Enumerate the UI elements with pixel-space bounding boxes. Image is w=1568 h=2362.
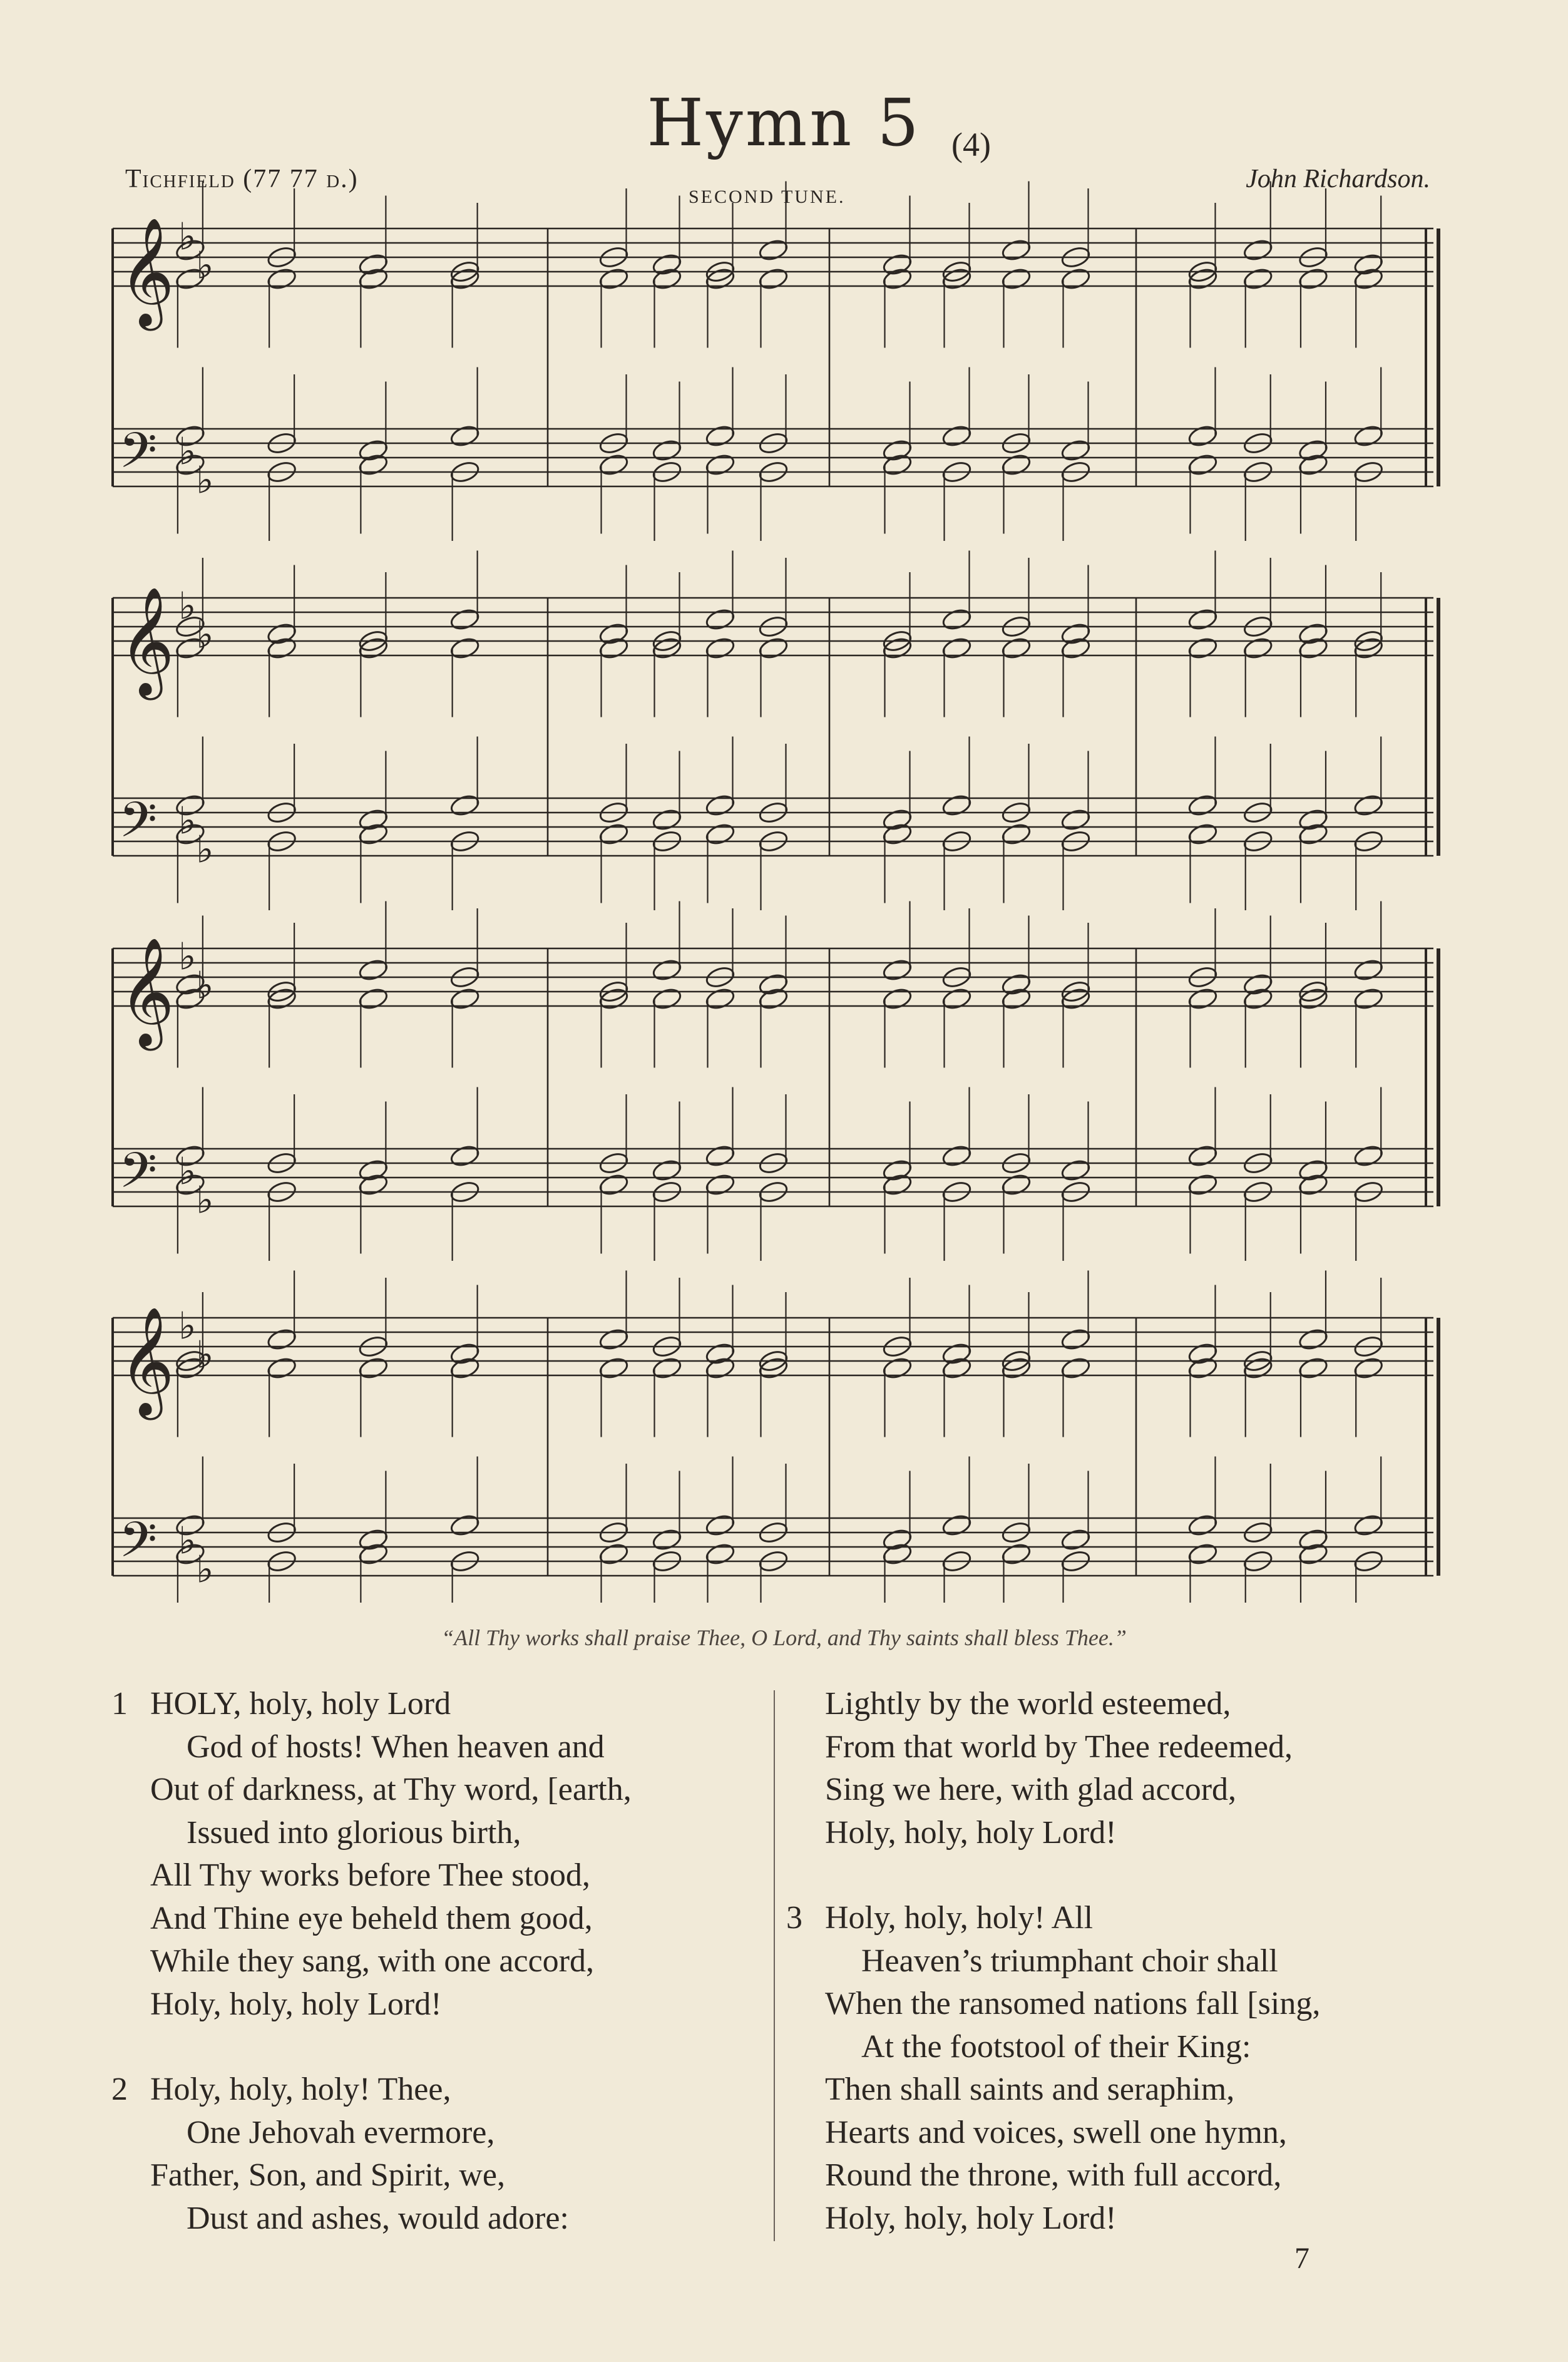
note-head — [1187, 1173, 1218, 1197]
bass-clef-icon: 𝄢 — [119, 423, 158, 491]
note-head — [357, 808, 389, 832]
note-head — [1298, 636, 1329, 660]
note-head — [357, 453, 389, 477]
note-head — [1243, 636, 1274, 660]
note-head — [449, 987, 481, 1011]
note-head — [1000, 267, 1032, 291]
note-head — [881, 1542, 913, 1566]
note-head — [757, 636, 789, 660]
note-head — [598, 267, 629, 291]
note-head — [1187, 1342, 1218, 1366]
page-number: 7 — [1294, 2242, 1309, 2275]
verse-line: God of hosts! When heaven and — [187, 1728, 605, 1765]
note-head — [881, 1173, 913, 1197]
flat-icon: ♭ — [196, 1179, 214, 1221]
verse-line: Father, Son, and Spirit, we, — [150, 2157, 505, 2193]
bass-clef-icon: 𝄢 — [119, 1142, 158, 1211]
note-head — [266, 1356, 297, 1380]
note-head — [1187, 1513, 1218, 1538]
hymn-title: Hymn 5 — [647, 85, 921, 161]
note-head — [651, 1528, 682, 1552]
note-head — [1298, 453, 1329, 477]
note-head — [881, 958, 913, 982]
flat-icon: ♭ — [178, 216, 197, 258]
note-head — [704, 607, 735, 632]
note-head — [1187, 1542, 1218, 1566]
note-head — [1060, 267, 1091, 291]
verse-line: Sing we here, with glad accord, — [825, 1772, 1237, 1807]
note-head — [881, 1158, 913, 1183]
note-head — [757, 267, 789, 291]
flat-icon: ♭ — [178, 1305, 197, 1347]
note-head — [1353, 793, 1384, 818]
note-head — [704, 1513, 735, 1538]
note-head — [651, 267, 682, 291]
note-head — [941, 607, 972, 632]
verse-line: At the footstool of their King: — [861, 2028, 1251, 2065]
note-head — [357, 1528, 389, 1552]
flat-icon: ♭ — [196, 965, 214, 1007]
note-head — [449, 793, 481, 818]
note-head — [1000, 453, 1032, 477]
note-head — [449, 1513, 481, 1538]
note-head — [1243, 267, 1274, 291]
note-head — [1298, 1173, 1329, 1197]
flat-icon: ♭ — [178, 431, 197, 473]
note-head — [357, 1173, 389, 1197]
note-head — [1060, 1356, 1091, 1380]
note-head — [881, 438, 913, 463]
note-head — [1298, 822, 1329, 846]
note-head — [651, 252, 682, 277]
flat-icon: ♭ — [178, 585, 197, 627]
note-head — [1243, 238, 1274, 262]
flat-icon: ♭ — [196, 460, 214, 501]
note-head — [1187, 607, 1218, 632]
verse-number: 3 — [786, 1900, 802, 1936]
note-head — [704, 793, 735, 818]
note-head — [1060, 1528, 1091, 1552]
verses-right-column — [786, 1683, 1451, 2282]
note-head — [941, 1144, 972, 1168]
tune-name: Tichfield (77 77 d.) — [125, 165, 359, 193]
verse-line: Round the throne, with full accord, — [825, 2157, 1282, 2193]
note-head — [598, 1542, 629, 1566]
note-head — [357, 267, 389, 291]
note-head — [1298, 808, 1329, 832]
flat-icon: ♭ — [178, 1151, 197, 1193]
note-head — [1060, 1158, 1091, 1183]
note-head — [449, 636, 481, 660]
note-head — [357, 252, 389, 277]
verse-line: Lightly by the world esteemed, — [825, 1686, 1231, 1722]
note-head — [704, 1356, 735, 1380]
flat-icon: ♭ — [196, 245, 214, 287]
note-head — [941, 1356, 972, 1380]
note-head — [598, 622, 629, 646]
bass-clef-icon: 𝄢 — [119, 1512, 158, 1581]
note-head — [704, 1542, 735, 1566]
verse-line: And Thine eye beheld them good, — [150, 1900, 593, 1936]
verse-line: Heaven’s triumphant choir shall — [861, 1943, 1278, 1979]
note-head — [1353, 1513, 1384, 1538]
note-head — [1298, 1542, 1329, 1566]
note-head — [1060, 808, 1091, 832]
note-head — [881, 822, 913, 846]
note-head — [941, 1342, 972, 1366]
note-head — [1353, 424, 1384, 448]
treble-clef-icon: 𝄞 — [119, 937, 175, 1046]
verse-number: 2 — [111, 2072, 128, 2107]
flat-icon: ♭ — [178, 936, 197, 978]
flat-icon: ♭ — [196, 1334, 214, 1376]
note-head — [757, 987, 789, 1011]
verse-line: Holy, holy, holy Lord! — [825, 2200, 1117, 2236]
verses-left-column — [111, 1683, 776, 2282]
note-head — [651, 1158, 682, 1183]
note-head — [598, 1327, 629, 1352]
note-head — [1000, 636, 1032, 660]
note-head — [1060, 636, 1091, 660]
note-head — [357, 822, 389, 846]
note-head — [1298, 267, 1329, 291]
note-head — [651, 987, 682, 1011]
note-head — [1353, 267, 1384, 291]
verse-line: All Thy works before Thee stood, — [150, 1857, 590, 1893]
verse-2-continued — [825, 1683, 1451, 1854]
note-head — [598, 636, 629, 660]
note-head — [266, 636, 297, 660]
note-head — [704, 1144, 735, 1168]
note-head — [1243, 972, 1274, 997]
note-head — [941, 793, 972, 818]
verse-line: Issued into glorious birth, — [187, 1814, 521, 1851]
note-head — [357, 1542, 389, 1566]
note-head — [1298, 438, 1329, 463]
note-head — [704, 424, 735, 448]
note-head — [1353, 1356, 1384, 1380]
verse-line: Hearts and voices, swell one hymn, — [825, 2114, 1287, 2150]
note-head — [704, 1342, 735, 1366]
note-head — [357, 1356, 389, 1380]
note-head — [881, 808, 913, 832]
note-head — [449, 1342, 481, 1366]
note-head — [941, 636, 972, 660]
note-head — [704, 636, 735, 660]
note-head — [881, 252, 913, 277]
note-head — [1298, 1158, 1329, 1183]
note-head — [1000, 1173, 1032, 1197]
note-head — [881, 1528, 913, 1552]
note-head — [651, 958, 682, 982]
treble-clef-icon: 𝄞 — [119, 217, 175, 326]
verse-3 — [786, 1897, 1451, 2240]
verse-1 — [111, 1683, 776, 2026]
note-head — [757, 972, 789, 997]
note-head — [1187, 822, 1218, 846]
note-head — [757, 238, 789, 262]
note-head — [449, 1356, 481, 1380]
flat-icon: ♭ — [196, 1549, 214, 1591]
note-head — [704, 822, 735, 846]
note-head — [1187, 987, 1218, 1011]
verse-line: Holy, holy, holy Lord! — [825, 1814, 1117, 1851]
note-head — [1187, 636, 1218, 660]
note-head — [449, 1144, 481, 1168]
note-head — [1353, 958, 1384, 982]
note-head — [1353, 1144, 1384, 1168]
note-head — [357, 987, 389, 1011]
note-head — [1298, 1327, 1329, 1352]
note-head — [1187, 1356, 1218, 1380]
note-head — [881, 1356, 913, 1380]
verse-line: From that world by Thee redeemed, — [825, 1728, 1293, 1765]
verse-line: When the ransomed nations fall [sing, — [825, 1986, 1321, 2021]
flat-icon: ♭ — [196, 829, 214, 871]
note-head — [1298, 622, 1329, 646]
note-head — [357, 438, 389, 463]
note-head — [266, 622, 297, 646]
epigraph: “All Thy works shall praise Thee, O Lord, and Thy saints shall bless Thee.” — [441, 1625, 1127, 1650]
bass-clef-icon: 𝄢 — [119, 792, 158, 861]
verse-line: Holy, holy, holy! Thee, — [150, 2072, 451, 2107]
verse-line: Holy, holy, holy Lord! — [150, 1986, 442, 2022]
note-head — [1000, 987, 1032, 1011]
note-head — [704, 453, 735, 477]
note-head — [651, 1356, 682, 1380]
note-head — [266, 1327, 297, 1352]
verse-2 — [111, 2068, 776, 2240]
note-head — [1000, 972, 1032, 997]
note-head — [704, 1173, 735, 1197]
note-head — [881, 267, 913, 291]
note-head — [1187, 453, 1218, 477]
note-head — [598, 453, 629, 477]
verse-line: While they sang, with one accord, — [150, 1943, 594, 1979]
tune-subtitle: SECOND TUNE. — [689, 187, 846, 207]
verse-line: One Jehovah evermore, — [187, 2114, 495, 2150]
note-head — [1298, 1356, 1329, 1380]
note-head — [941, 987, 972, 1011]
verse-line: Holy, holy, holy! All — [825, 1900, 1094, 1936]
composer-name: John Richardson. — [1246, 165, 1430, 193]
note-head — [704, 987, 735, 1011]
note-head — [941, 424, 972, 448]
note-head — [1187, 793, 1218, 818]
treble-clef-icon: 𝄞 — [119, 1307, 175, 1415]
note-head — [1000, 822, 1032, 846]
note-head — [357, 958, 389, 982]
flat-icon: ♭ — [178, 800, 197, 842]
note-head — [1187, 424, 1218, 448]
note-head — [266, 267, 297, 291]
verse-line: Out of darkness, at Thy word, [earth, — [150, 1772, 632, 1807]
note-head — [651, 438, 682, 463]
note-head — [598, 1173, 629, 1197]
hymn-number-paren: (4) — [951, 126, 991, 163]
note-head — [1000, 1542, 1032, 1566]
note-head — [1060, 1327, 1091, 1352]
note-head — [598, 822, 629, 846]
verse-line: Then shall saints and seraphim, — [825, 2072, 1235, 2107]
note-head — [449, 607, 481, 632]
note-head — [1060, 622, 1091, 646]
verse-number: 1 — [111, 1686, 128, 1722]
note-head — [651, 808, 682, 832]
verse-line: HOLY, holy, holy Lord — [150, 1686, 451, 1722]
note-head — [1298, 1528, 1329, 1552]
note-head — [357, 1158, 389, 1183]
note-head — [941, 1513, 972, 1538]
note-head — [1060, 438, 1091, 463]
flat-icon: ♭ — [196, 614, 214, 656]
note-head — [1353, 252, 1384, 277]
note-head — [1353, 987, 1384, 1011]
note-head — [1000, 238, 1032, 262]
verse-line: Dust and ashes, would adore: — [187, 2200, 569, 2236]
note-head — [598, 1356, 629, 1380]
flat-icon: ♭ — [178, 1520, 197, 1562]
note-head — [881, 453, 913, 477]
treble-clef-icon: 𝄞 — [119, 587, 175, 696]
note-head — [1187, 1144, 1218, 1168]
note-head — [881, 987, 913, 1011]
note-head — [449, 424, 481, 448]
note-head — [1243, 987, 1274, 1011]
